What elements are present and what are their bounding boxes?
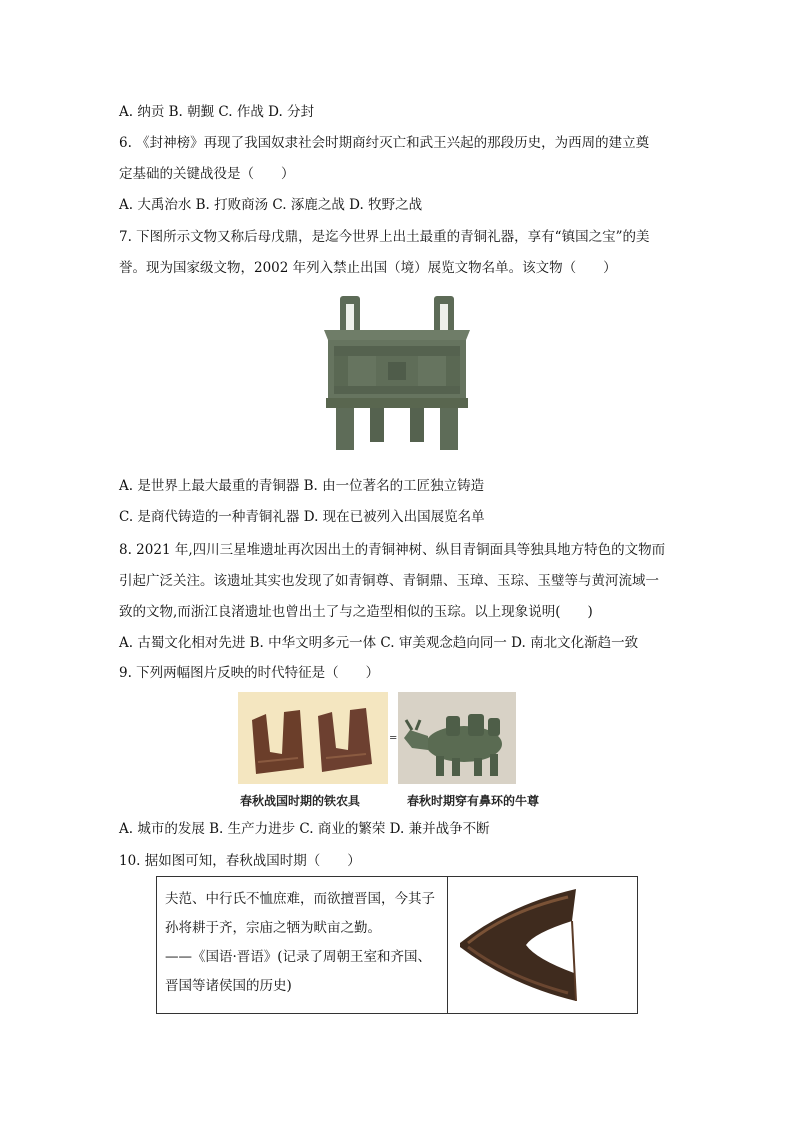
q10-quote-line-1: 夫范、中行氏不恤庶难，而欲擅晋国，今其子: [165, 891, 435, 907]
houmuwu-ding-image: [318, 294, 476, 460]
q10-quote-line-2: 孙将耕于齐，宗庙之牺为畎亩之勤。: [165, 920, 381, 936]
q10-quote-line-3: ——《国语·晋语》(记录了周朝王室和齐国、: [165, 949, 432, 965]
q8-stem-line-2: 引起广泛关注。该遗址其实也发现了如青铜尊、青铜鼎、玉璋、玉琮、玉璧等与黄河流域一: [119, 573, 659, 589]
q9-caption-right: 春秋时期穿有鼻环的牛尊: [407, 794, 540, 808]
q6-stem-line-1: 6. 《封神榜》再现了我国奴隶社会时期商纣灭亡和武王兴起的那段历史，为西周的建立奠: [119, 135, 650, 151]
q7-options-line-1: A. 是世界上最大最重的青铜器 B. 由一位著名的工匠独立铸造: [119, 478, 485, 494]
q8-stem-line-1: 8. 2021 年,四川三星堆遗址再次因出土的青铜神树、纵目青铜面具等独具地方特色的文物而: [119, 542, 666, 558]
q9-caption-left: 春秋战国时期的铁农具: [240, 794, 361, 808]
iron-farm-tools-image: [238, 692, 388, 784]
q8-stem-line-3: 致的文物,而浙江良渚遗址也曾出土了与之造型相似的玉琮。以上现象说明( ): [119, 604, 593, 620]
iron-plough-share-image: [448, 877, 637, 1013]
q5-options: A. 纳贡 B. 朝觐 C. 作战 D. 分封: [119, 104, 315, 120]
bronze-ox-zun-image: [398, 692, 516, 784]
q7-options-line-2: C. 是商代铸造的一种青铜礼器 D. 现在已被列入出国展览名单: [119, 509, 485, 525]
equals-sign: =: [389, 733, 398, 744]
q9-options: A. 城市的发展 B. 生产力进步 C. 商业的繁荣 D. 兼并战争不断: [119, 821, 490, 837]
q8-options: A. 古蜀文化相对先进 B. 中华文明多元一体 C. 审美观念趋向同一 D. 南北文化渐趋一致: [119, 635, 639, 651]
q6-options: A. 大禹治水 B. 打败商汤 C. 涿鹿之战 D. 牧野之战: [119, 197, 423, 213]
q10-image-cell: [448, 877, 638, 1014]
q10-stem: 10. 据如图可知，春秋战国时期（ ）: [119, 853, 361, 869]
q7-stem-line-1: 7. 下图所示文物又称后母戊鼎，是迄今世界上出土最重的青铜礼器，享有“镇国之宝”的美: [119, 229, 650, 245]
q7-stem-line-2: 誉。现为国家级文物，2002 年列入禁止出国（境）展览文物名单。该文物（ ）: [119, 260, 617, 276]
q10-material-table: [156, 876, 638, 1014]
q9-stem: 9. 下列两幅图片反映的时代特征是（ ）: [119, 665, 380, 681]
q10-quote-line-4: 晋国等诸侯国的历史): [165, 978, 292, 994]
q6-stem-line-2: 定基础的关键战役是（ ）: [119, 166, 295, 182]
q10-quote-cell: [157, 877, 448, 1014]
